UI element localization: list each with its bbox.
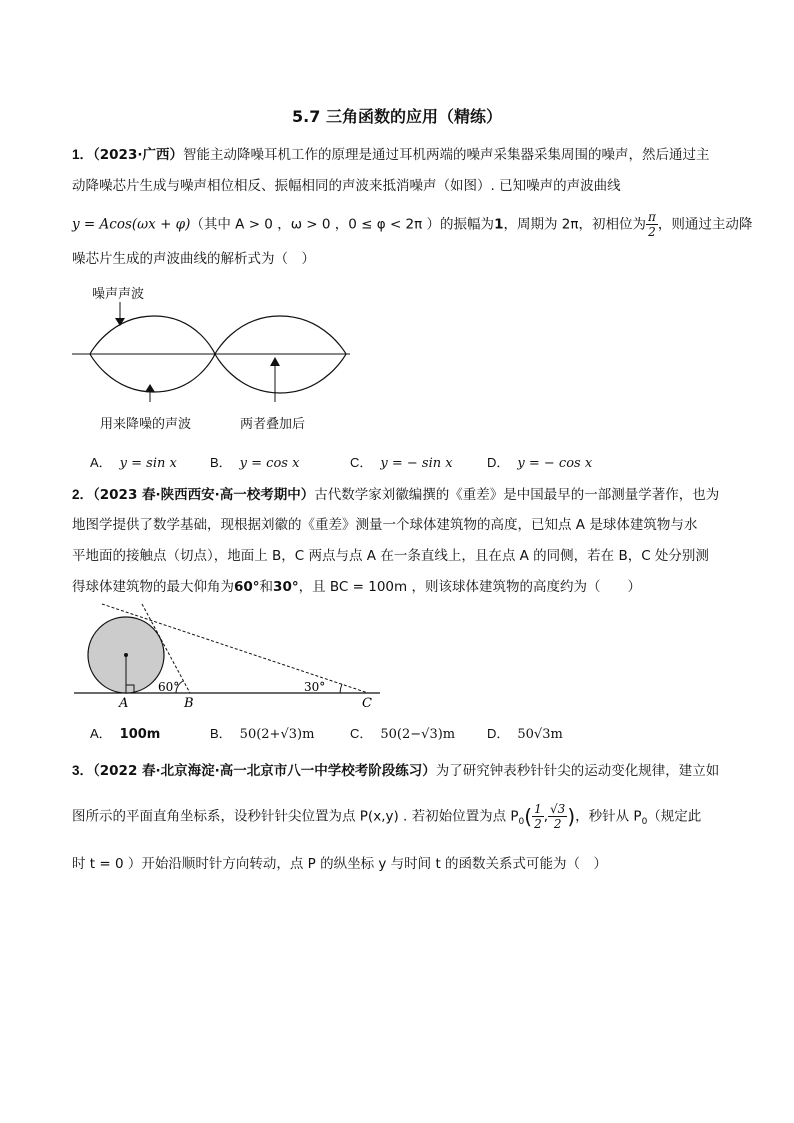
q2-angle-c-label: 30° xyxy=(304,680,326,694)
q2-angle1: 60° xyxy=(234,579,260,595)
q2-line3: 平地面的接触点（切点），地面上 B，C 两点与点 A 在一条直线上，且在点 A 的同侧，若在 B，C 处分别测 xyxy=(72,548,709,564)
q1-cond: （其中 A > 0 ，ω > 0 ，0 ≤ φ < 2π ）的振幅为 xyxy=(190,216,495,233)
q1-cancel-arrowhead xyxy=(145,384,155,392)
q1-option-b[interactable]: B． y = cos x xyxy=(210,455,300,471)
q2-angle-b-label: 60° xyxy=(158,680,180,694)
q1-option-a[interactable]: A． y = sin x xyxy=(90,455,177,471)
q1-source: （2023·广西） xyxy=(93,147,183,163)
q1-text1: 智能主动降噪耳机工作的原理是通过耳机两端的噪声采集器采集周围的噪声，然后通过主 xyxy=(182,147,710,163)
q1-option-d[interactable]: D． y = − cos x xyxy=(487,455,593,471)
q1-line3 xyxy=(72,210,753,239)
q1-option-c[interactable]: C． y = − sin x xyxy=(350,455,453,471)
q1-formula: y = Acos(ωx + φ) xyxy=(72,216,191,233)
q1-label-noise: 噪声声波 xyxy=(92,287,145,302)
q1-line1 xyxy=(72,146,726,164)
q1-sum-arrowhead xyxy=(270,357,280,366)
q2-sphere-figure xyxy=(72,602,392,710)
q1-period: ，周期为 2π，初相位为 xyxy=(503,216,646,233)
q2-point-a: A xyxy=(119,696,129,710)
q2-point-b: B xyxy=(184,696,194,710)
q1-line2: 动降噪芯片生成与噪声相位相反、振幅相同的声波来抵消噪声（如图）. 已知噪声的声波曲线 xyxy=(72,178,621,194)
q2-line2: 地图学提供了数学基础，现根据刘徽的《重差》测量一个球体建筑物的高度，已知点 A 是球体建筑物与水 xyxy=(72,517,698,533)
q1-tail: ，则通过主动降 xyxy=(657,216,753,233)
q3-line2: 图所示的平面直角坐标系，设秒针针尖位置为点 P(x,y) . 若初始位置为点 $P_0$( $\frac{1}{2}$ , $\frac{√3}{2}$ )，秒针从 $P_0$（规定此 xyxy=(72,802,702,831)
q1-amp: 1 xyxy=(494,216,504,233)
q1-label-cancel: 用来降噪的声波 xyxy=(100,417,192,432)
q2-line1 xyxy=(72,486,726,504)
q3-text1: 为了研究钟表秒针针尖的运动变化规律，建立如 xyxy=(435,763,720,779)
q3-coord-y: $\frac{√3}{2}$ xyxy=(550,802,566,831)
q3-coord-x: $\frac{1}{2}$ xyxy=(534,802,542,831)
q2-point-c: C xyxy=(362,696,372,710)
q1-noise-arrowhead xyxy=(115,318,125,326)
q3-number: 3． xyxy=(72,763,94,778)
q2-option-a[interactable]: A． 100m xyxy=(90,726,161,742)
q2-source: （2023 春·陕西西安·高一校考期中） xyxy=(93,487,315,503)
q2-option-d[interactable]: D． 50√3m xyxy=(487,726,563,742)
q2-text1: 古代数学家刘徽编撰的《重差》是中国最早的一部测量学著作，也为 xyxy=(314,487,720,503)
q3-line1 xyxy=(72,762,726,780)
q2-angle2: 30° xyxy=(273,579,299,595)
q2-cond: ，且 BC = 100m ，则该球体建筑物的高度约为（ ） xyxy=(298,579,641,595)
q3-line3: 时 t = 0 ）开始沿顺时针方向转动，点 P 的纵坐标 y 与时间 t 的函数关系式可能为（ ） xyxy=(72,856,608,872)
q1-line4: 噪芯片生成的声波曲线的解析式为（ ） xyxy=(72,251,315,267)
q1-phase-fraction: $\frac{\pi}{2}$ xyxy=(647,210,656,239)
q1-label-sum: 两者叠加后 xyxy=(240,417,306,432)
q3-source: （2022 春·北京海淀·高一北京市八一中学校考阶段练习） xyxy=(93,763,436,779)
q2-angle-arc-c xyxy=(340,684,342,693)
page-title: 5.7 三角函数的应用（精练） xyxy=(292,107,502,126)
q2-number: 2． xyxy=(72,487,94,502)
q1-number: 1． xyxy=(72,147,94,162)
q2-option-c[interactable]: C． 50(2−√3)m xyxy=(350,726,456,742)
q2-option-b[interactable]: B． 50(2+√3)m xyxy=(210,726,315,742)
q2-line4: 得球体建筑物的最大仰角为60°和30°，且 BC = 100m ，则该球体建筑物的高度约为（ ） xyxy=(72,579,641,595)
